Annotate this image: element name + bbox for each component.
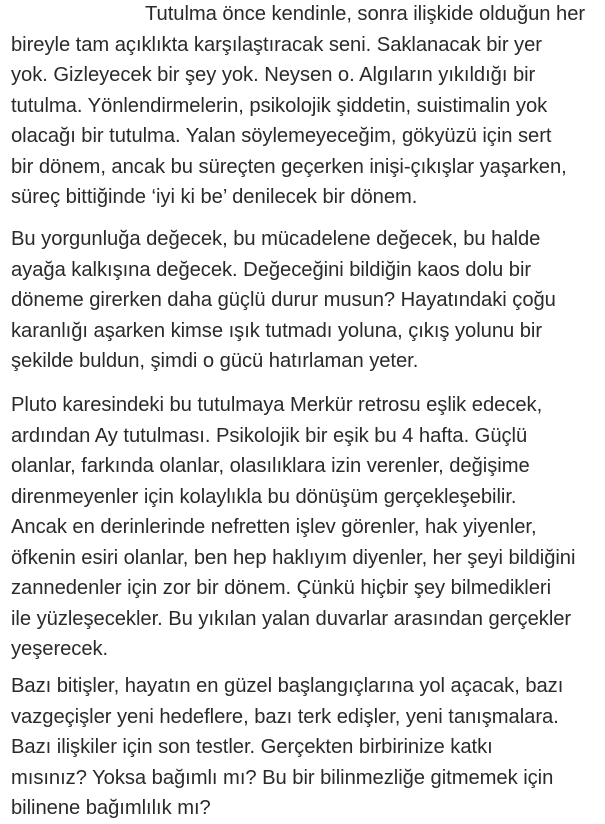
text-line: vazgeçişler yeni hedeflere, bazı terk edişler, yeni tanışmalara. (11, 705, 559, 728)
text-line: yok. Gizleyecek bir şey yok. Neysen o. Algıların yıkıldığı bir (11, 64, 536, 86)
text-line: Bazı ilişkiler için son testler. Gerçekten birbirinize katkı (11, 736, 493, 758)
text-line: Bu yorgunluğa değecek, bu mücadelene değecek, bu halde (11, 228, 541, 250)
text-line: şekilde buldun, şimdi o gücü hatırlaman yeter. (11, 350, 419, 372)
text-line: olacağı bir tutulma. Yalan söylemeyeceğim, gökyüzü için sert (11, 125, 552, 147)
paragraph-1 (11, 0, 585, 213)
text-line: bir dönem, ancak bu süreçten geçerken inişi-çıkışlar yaşarken, (11, 155, 567, 178)
text-line: yeşerecek. (11, 638, 109, 660)
text-line: karanlığı aşarken kimse ışık tutmadı yoluna, çıkış yolunu bir (11, 319, 543, 342)
text-line: döneme girerken daha güçlü durur musun? Hayatındaki çoğu (11, 289, 556, 311)
text-line: Ancak en derinlerinde nefretten işlev görenler, hak yiyenler, (11, 516, 537, 538)
paragraph-2 (11, 224, 556, 377)
text-line: bireyle tam açıklıkta karşılaştıracak seni. Saklanacak bir yer (11, 33, 542, 56)
text-line: mısınız? Yoksa bağımlı mı? Bu bir bilinmezliğe gitmemek için (11, 766, 554, 789)
text-line: Tutulma önce kendinle, sonra ilişkide olduğun her (145, 3, 586, 25)
text-line: Bazı bitişler, hayatın en güzel başlangıçlarına yol açacak, bazı (11, 675, 564, 697)
text-line: olanlar, farkında olanlar, olasılıklara izin verenler, değişime (11, 455, 530, 477)
text-line: tutulma. Yönlendirmelerin, psikolojik şiddetin, suistimalin yok (11, 94, 548, 117)
text-line: ile yüzleşecekler. Bu yıkılan yalan duvarlar arasından gerçekler (11, 607, 572, 630)
text-line: öfkenin esiri olanlar, ben hep haklıyım diyenler, her şeyi bildiğini (11, 546, 576, 569)
text-line: süreç bittiğinde ‘iyi ki be’ denilecek bir dönem. (11, 186, 418, 208)
text-line: direnmeyenler için kolaylıkla bu dönüşüm gerçekleşebilir. (11, 485, 517, 508)
paragraph-4 (11, 671, 563, 824)
text-line: Pluto karesindeki bu tutulmaya Merkür retrosu eşlik edecek, (11, 394, 543, 416)
text-line: zannedenler için zor bir dönem. Çünkü hiçbir şey bilmedikleri (11, 577, 552, 599)
text-line: ayağa kalkışına değecek. Değeceğini bildiğin kaos dolu bir (11, 258, 532, 281)
text-line: ardından Ay tutulması. Psikolojik bir eşik bu 4 hafta. Güçlü (11, 424, 528, 447)
text-line: bilinene bağımlılık mı? (11, 797, 211, 819)
paragraph-3 (11, 390, 575, 665)
